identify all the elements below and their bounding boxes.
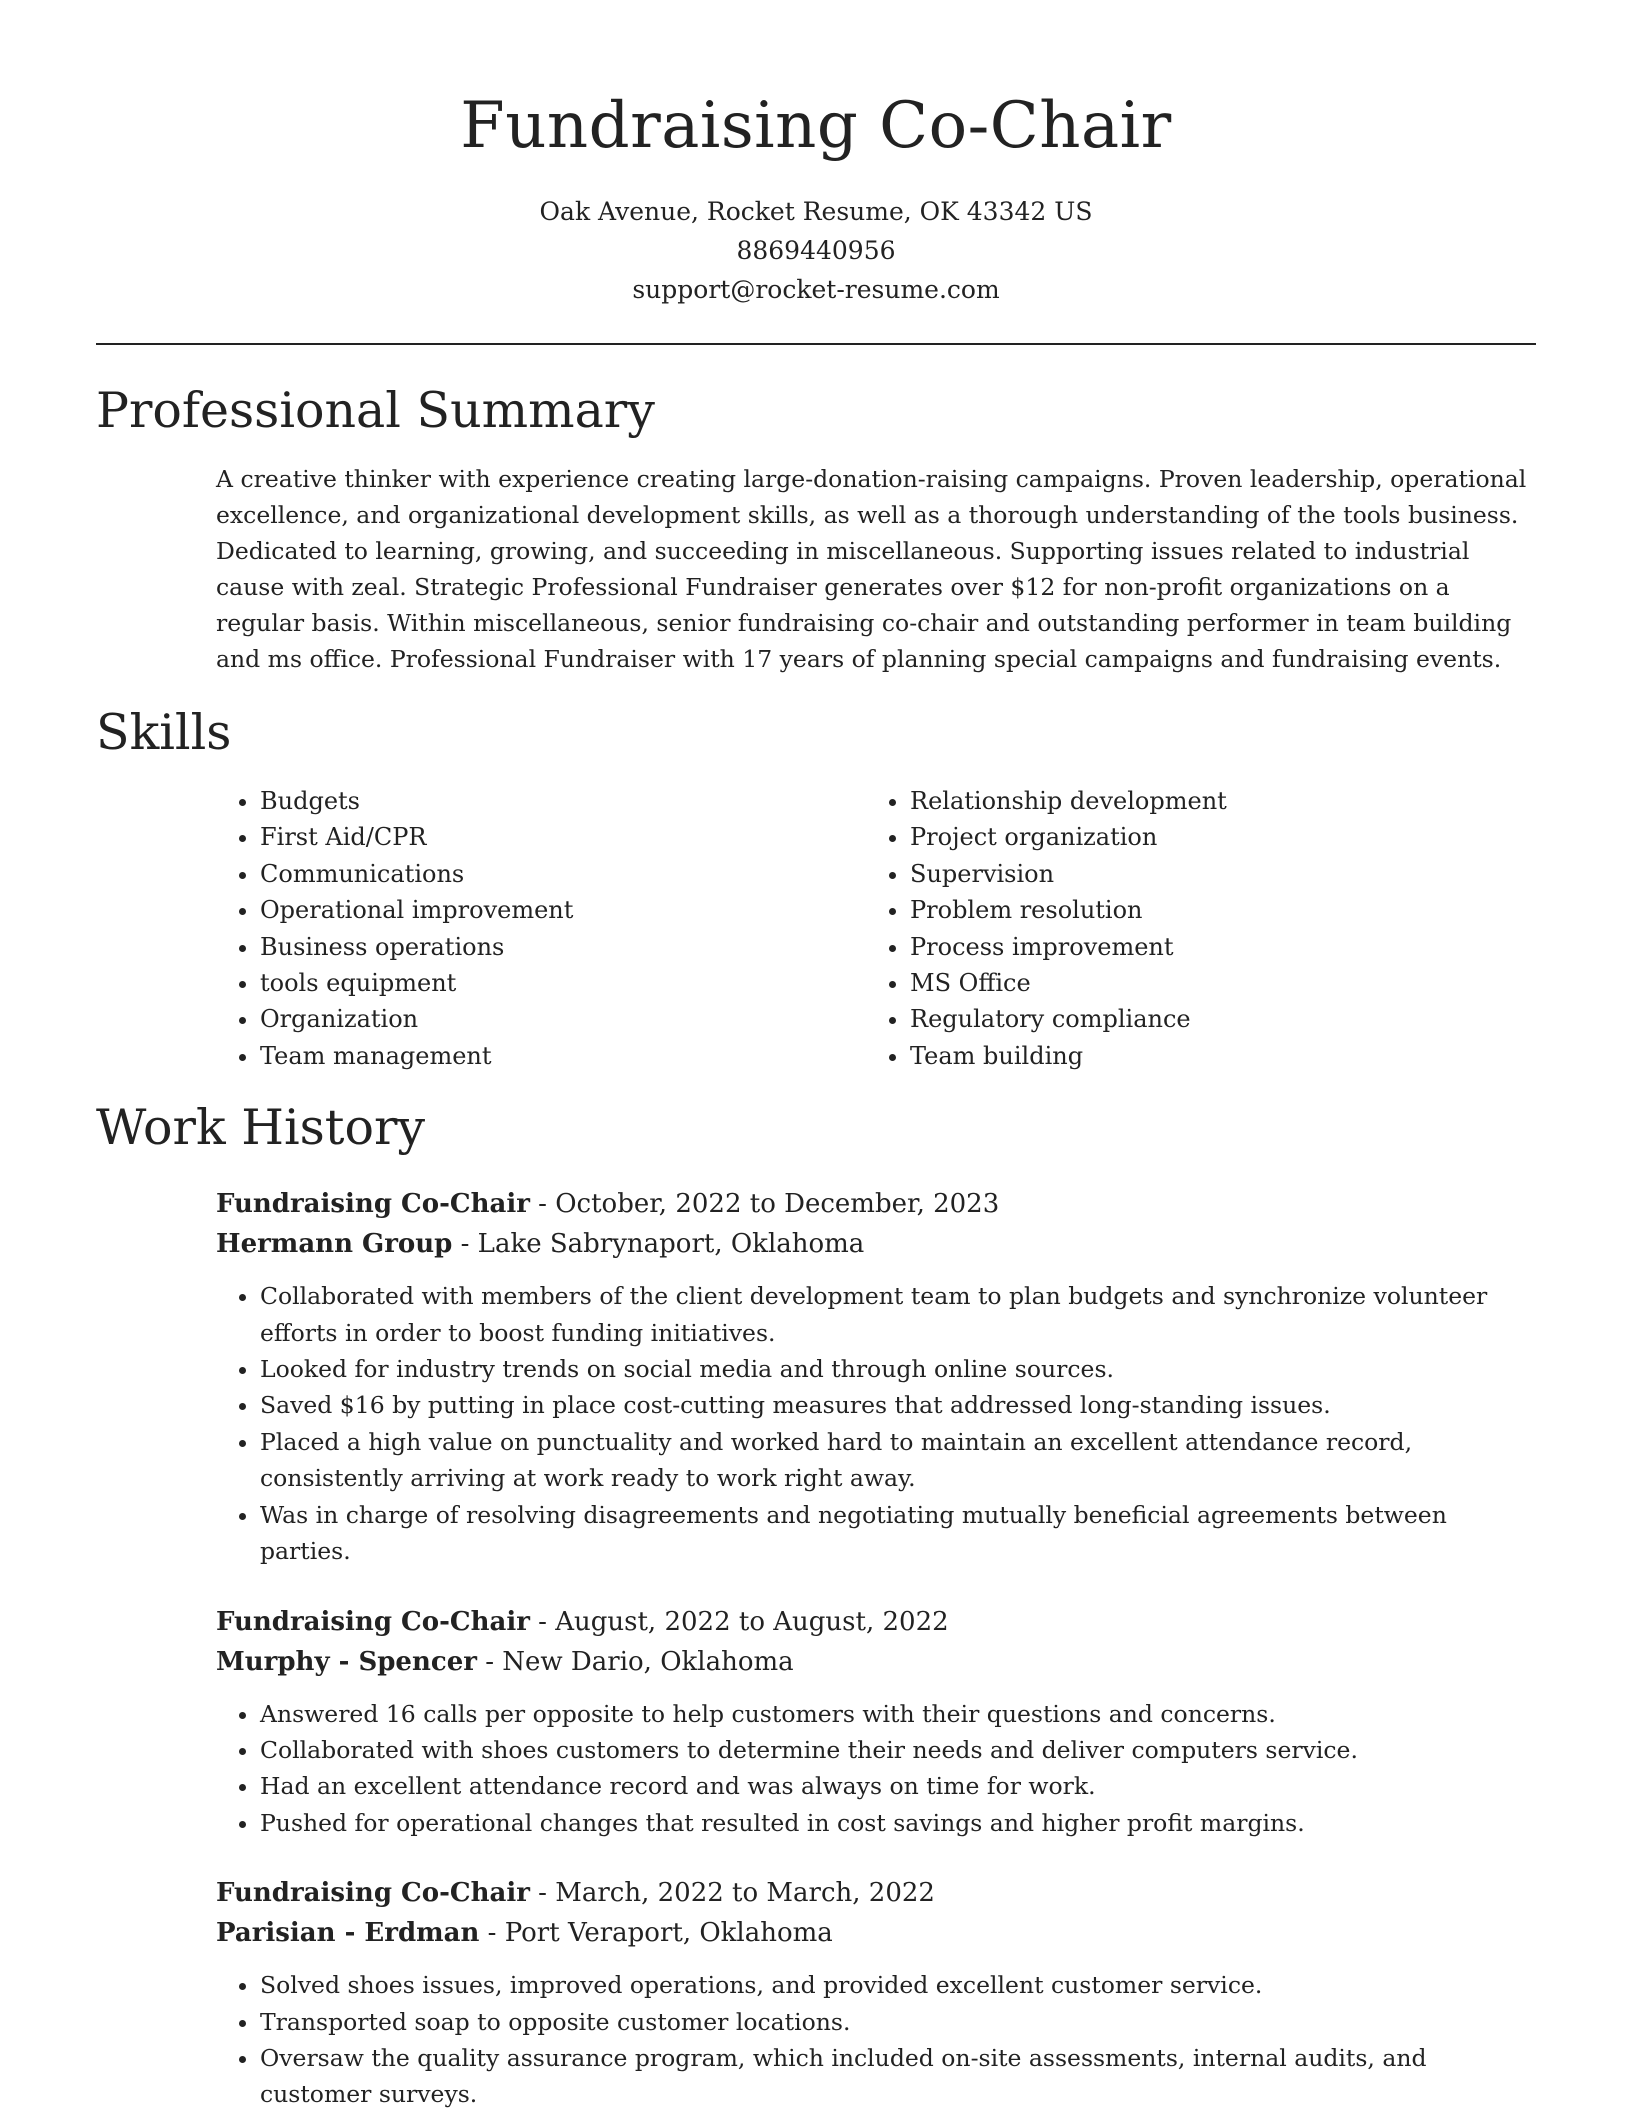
skill-item: • Budgets — [260, 783, 866, 819]
header-divider — [96, 343, 1536, 345]
contact-phone: 8869440956 — [736, 236, 896, 265]
summary-heading: Professional Summary — [96, 382, 655, 439]
skills-column-right — [866, 783, 1530, 1074]
job-company: Hermann Group — [216, 1229, 453, 1260]
contact-address: Oak Avenue, Rocket Resume, OK 43342 US — [539, 197, 1093, 226]
skill-item: • Operational improvement — [260, 892, 866, 928]
job-bullet: • Transported soap to opposite customer locations. — [260, 2004, 1536, 2040]
contact-email: support@rocket-resume.com — [632, 275, 1000, 304]
job-company: Parisian - Erdman — [216, 1918, 480, 1949]
job-entry — [216, 1873, 1536, 2113]
work-history-heading: Work History — [96, 1099, 426, 1157]
job-bullets — [216, 1967, 1536, 2113]
skill-item: • Project organization — [910, 819, 1530, 855]
skill-item: • Team building — [910, 1038, 1530, 1074]
job-bullet: • Had an excellent attendance record and was always on time for work. — [260, 1768, 1536, 1804]
job-bullet: • Pushed for operational changes that resulted in cost savings and higher profit margins. — [260, 1805, 1536, 1841]
job-role: Fundraising Co-Chair — [216, 1189, 530, 1220]
job-bullets — [216, 1696, 1536, 1842]
skill-item: • tools equipment — [260, 965, 866, 1001]
job-dates: - March, 2022 to March, 2022 — [529, 1878, 935, 1909]
job-bullet: • Placed a high value on punctuality and worked hard to maintain an excellent attendance record, consistently arriving at work ready to work right away. — [260, 1424, 1536, 1497]
job-bullet: • Collaborated with shoes customers to determine their needs and deliver computers service. — [260, 1732, 1536, 1768]
job-dates: - August, 2022 to August, 2022 — [529, 1606, 949, 1637]
job-bullet: • Was in charge of resolving disagreements and negotiating mutually beneficial agreements between parties. — [260, 1497, 1536, 1570]
job-role: Fundraising Co-Chair — [216, 1606, 530, 1637]
resume-header — [96, 0, 1536, 309]
job-role: Fundraising Co-Chair — [216, 1878, 530, 1909]
skill-item: • MS Office — [910, 965, 1530, 1001]
job-dates: - October, 2022 to December, 2023 — [529, 1189, 1000, 1220]
job-company-line — [216, 1642, 1536, 1682]
job-bullets — [216, 1278, 1536, 1569]
job-entry — [216, 1602, 1536, 1842]
job-company: Murphy - Spencer — [216, 1646, 477, 1677]
skill-item: • Process improvement — [910, 929, 1530, 965]
job-bullet: • Answered 16 calls per opposite to help customers with their questions and concerns. — [260, 1696, 1536, 1732]
skill-item: • Team management — [260, 1038, 866, 1074]
skill-item: • Regulatory compliance — [910, 1001, 1530, 1037]
job-title-line — [216, 1184, 1536, 1224]
job-entry — [216, 1184, 1536, 1569]
resume-page — [96, 0, 1536, 2113]
candidate-name: Fundraising Co-Chair — [460, 89, 1172, 163]
skill-item: • Communications — [260, 856, 866, 892]
skill-item: • Organization — [260, 1001, 866, 1037]
job-location: - Lake Sabrynaport, Oklahoma — [452, 1229, 865, 1260]
job-company-line — [216, 1224, 1536, 1264]
job-bullet: • Looked for industry trends on social media and through online sources. — [260, 1351, 1536, 1387]
job-bullet: • Saved $16 by putting in place cost-cutting measures that addressed long-standing issues. — [260, 1387, 1536, 1423]
skill-item: • Supervision — [910, 856, 1530, 892]
summary-text: A creative thinker with experience creating large-donation-raising campaigns. Proven leadership, operational excellence, and organizational development skills, as well as a thorough understanding of the tools business. Dedicated to learning, growing, and succeeding in miscellaneous. Supporting issues related to industrial cause with zeal. Strategic Professional Fundraiser generates over $12 for non-profit organizations on a regular basis. Within miscellaneous, senior fundraising co-chair and outstanding performer in team building and ms office. Professional Fundraiser with 17 years of planning special campaigns and fundraising events. — [216, 465, 1527, 673]
skills-list — [216, 783, 1536, 1074]
job-location: - Port Veraport, Oklahoma — [479, 1918, 833, 1949]
skills-heading: Skills — [96, 704, 232, 761]
skill-item: • Relationship development — [910, 783, 1530, 819]
job-company-line — [216, 1913, 1536, 1953]
job-bullet: • Collaborated with members of the client development team to plan budgets and synchronize volunteer efforts in order to boost funding initiatives. — [260, 1278, 1536, 1351]
job-bullet: • Solved shoes issues, improved operations, and provided excellent customer service. — [260, 1967, 1536, 2003]
skill-item: • Business operations — [260, 929, 866, 965]
skill-item: • First Aid/CPR — [260, 819, 866, 855]
job-title-line — [216, 1873, 1536, 1913]
job-title-line — [216, 1602, 1536, 1642]
skill-item: • Problem resolution — [910, 892, 1530, 928]
job-bullet: • Oversaw the quality assurance program, which included on-site assessments, internal audits, and customer surveys. — [260, 2040, 1536, 2113]
skills-column-left — [216, 783, 866, 1074]
job-location: - New Dario, Oklahoma — [476, 1646, 794, 1677]
